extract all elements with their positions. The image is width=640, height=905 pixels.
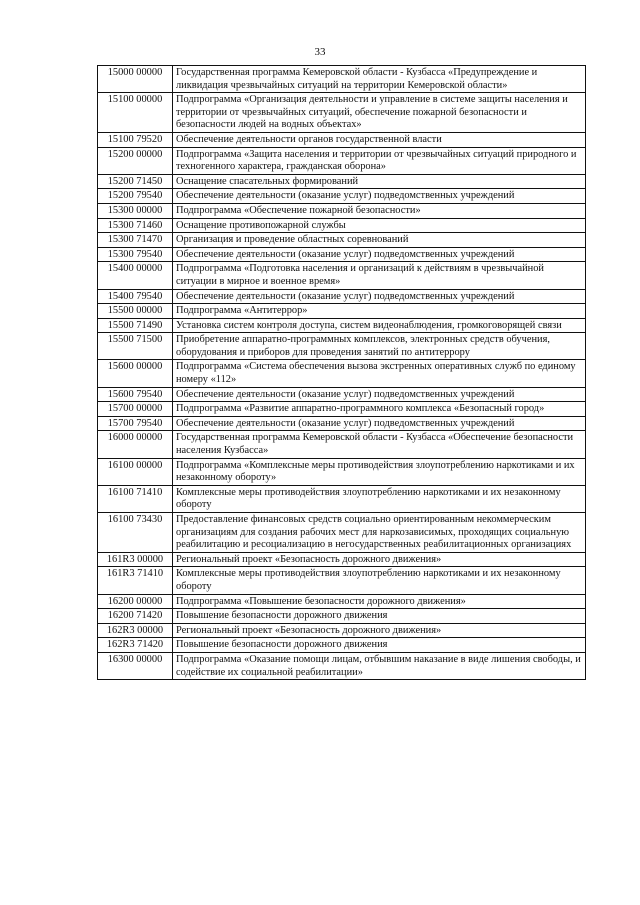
row-description: Подпрограмма «Обеспечение пожарной безопасности» (173, 203, 586, 218)
table-row (98, 147, 586, 174)
budget-classification-table (97, 65, 586, 680)
row-code: 16200 71420 (98, 609, 173, 624)
table-row (98, 567, 586, 594)
row-description: Комплексные меры противодействия злоупотреблению наркотиками и их незаконному обороту (173, 485, 586, 512)
row-description: Подпрограмма «Оказание помощи лицам, отбывшим наказание в виде лишения свободы, и содействие их социальной реабилитации» (173, 652, 586, 679)
row-description: Организация и проведение областных соревнований (173, 233, 586, 248)
row-description: Повышение безопасности дорожного движения (173, 638, 586, 653)
row-description: Приобретение аппаратно-программных комплексов, электронных средств обучения, оборудования и приборов для проведения занятий по антитеррору (173, 333, 586, 360)
row-description: Подпрограмма «Защита населения и территории от чрезвычайных ситуаций природного и техногенного характера, гражданская оборона» (173, 147, 586, 174)
row-code: 162R3 00000 (98, 623, 173, 638)
row-description: Комплексные меры противодействия злоупотреблению наркотиками и их незаконному обороту (173, 567, 586, 594)
table-body (98, 66, 586, 680)
row-code: 16000 00000 (98, 431, 173, 458)
row-description: Подпрограмма «Развитие аппаратно-программного комплекса «Безопасный город» (173, 402, 586, 417)
table-row (98, 623, 586, 638)
table-row (98, 247, 586, 262)
row-description: Подпрограмма «Повышение безопасности дорожного движения» (173, 594, 586, 609)
table-row (98, 402, 586, 417)
table-row (98, 93, 586, 133)
table-row (98, 333, 586, 360)
row-description: Подпрограмма «Комплексные меры противодействия злоупотреблению наркотиками и их незаконному обороту» (173, 458, 586, 485)
table-row (98, 485, 586, 512)
table-row (98, 218, 586, 233)
row-code: 15600 79540 (98, 387, 173, 402)
table-row (98, 431, 586, 458)
row-description: Обеспечение деятельности органов государственной власти (173, 132, 586, 147)
row-code: 15400 00000 (98, 262, 173, 289)
row-description: Региональный проект «Безопасность дорожного движения» (173, 552, 586, 567)
table-row (98, 638, 586, 653)
row-description: Обеспечение деятельности (оказание услуг) подведомственных учреждений (173, 416, 586, 431)
table-row (98, 233, 586, 248)
table-row (98, 360, 586, 387)
table-row (98, 552, 586, 567)
row-code: 16100 73430 (98, 513, 173, 553)
table-row (98, 304, 586, 319)
table-row (98, 458, 586, 485)
row-description: Оснащение противопожарной службы (173, 218, 586, 233)
row-code: 15600 00000 (98, 360, 173, 387)
row-description: Государственная программа Кемеровской области - Кузбасса «Предупреждение и ликвидация чрезвычайных ситуаций на территории Кемеровской области» (173, 66, 586, 93)
row-code: 15300 00000 (98, 203, 173, 218)
table-row (98, 318, 586, 333)
row-code: 15500 71490 (98, 318, 173, 333)
row-code: 16100 00000 (98, 458, 173, 485)
row-description: Предоставление финансовых средств социально ориентированным некоммерческим организациям для создания рабочих мест для наркозависимых, проходящих социальную реабилитацию и ресоциализацию в негосударственных реабилитационных организациях (173, 513, 586, 553)
row-code: 16200 00000 (98, 594, 173, 609)
row-code: 15700 00000 (98, 402, 173, 417)
row-description: Подпрограмма «Подготовка населения и организаций к действиям в чрезвычайной ситуации в мирное и военное время» (173, 262, 586, 289)
row-description: Обеспечение деятельности (оказание услуг) подведомственных учреждений (173, 189, 586, 204)
row-code: 15100 79520 (98, 132, 173, 147)
row-description: Региональный проект «Безопасность дорожного движения» (173, 623, 586, 638)
row-description: Повышение безопасности дорожного движения (173, 609, 586, 624)
row-code: 15300 71460 (98, 218, 173, 233)
table-row (98, 174, 586, 189)
row-description: Оснащение спасательных формирований (173, 174, 586, 189)
row-code: 15200 79540 (98, 189, 173, 204)
row-code: 16300 00000 (98, 652, 173, 679)
table-row (98, 387, 586, 402)
page-number: 33 (314, 46, 326, 58)
row-code: 15400 79540 (98, 289, 173, 304)
row-description: Государственная программа Кемеровской области - Кузбасса «Обеспечение безопасности населения Кузбасса» (173, 431, 586, 458)
row-description: Подпрограмма «Антитеррор» (173, 304, 586, 319)
row-description: Подпрограмма «Система обеспечения вызова экстренных оперативных служб по единому номеру «112» (173, 360, 586, 387)
row-code: 15100 00000 (98, 93, 173, 133)
row-code: 16100 71410 (98, 485, 173, 512)
row-code: 15500 00000 (98, 304, 173, 319)
row-code: 15300 71470 (98, 233, 173, 248)
row-code: 15700 79540 (98, 416, 173, 431)
row-description: Установка систем контроля доступа, систем видеонаблюдения, громкоговорящей связи (173, 318, 586, 333)
row-code: 161R3 00000 (98, 552, 173, 567)
row-description: Обеспечение деятельности (оказание услуг) подведомственных учреждений (173, 247, 586, 262)
row-description: Подпрограмма «Организация деятельности и управление в системе защиты населения и территории от чрезвычайных ситуаций, обеспечение пожарной безопасности и безопасности людей на водных объектах» (173, 93, 586, 133)
table-row (98, 203, 586, 218)
table-row (98, 262, 586, 289)
row-code: 15500 71500 (98, 333, 173, 360)
table-row (98, 609, 586, 624)
row-code: 15200 00000 (98, 147, 173, 174)
table-row (98, 513, 586, 553)
row-code: 161R3 71410 (98, 567, 173, 594)
table-row (98, 189, 586, 204)
table-row (98, 652, 586, 679)
table-row (98, 66, 586, 93)
row-description: Обеспечение деятельности (оказание услуг) подведомственных учреждений (173, 387, 586, 402)
table-row (98, 132, 586, 147)
row-description: Обеспечение деятельности (оказание услуг) подведомственных учреждений (173, 289, 586, 304)
row-code: 15000 00000 (98, 66, 173, 93)
table-row (98, 416, 586, 431)
table-row (98, 594, 586, 609)
table-row (98, 289, 586, 304)
row-code: 162R3 71420 (98, 638, 173, 653)
row-code: 15200 71450 (98, 174, 173, 189)
row-code: 15300 79540 (98, 247, 173, 262)
